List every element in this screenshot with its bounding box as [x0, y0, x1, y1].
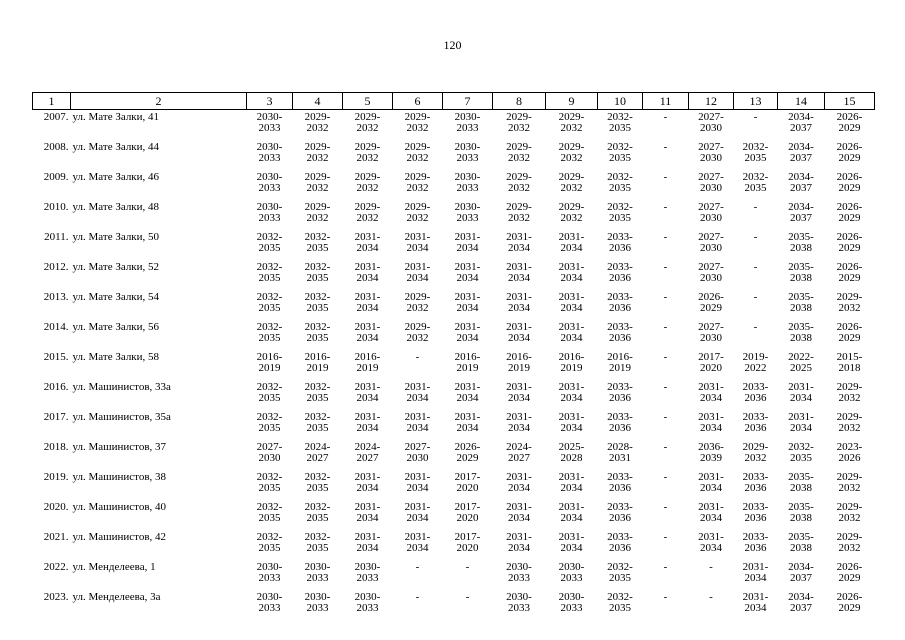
period-cell: 2029- 2032	[506, 141, 532, 164]
table-row	[33, 470, 875, 500]
column-header: 11	[643, 93, 689, 110]
address-cell: ул. Машинистов, 37	[72, 441, 167, 453]
period-cell: 2032- 2035	[304, 231, 331, 254]
period-cell: 2026- 2029	[836, 561, 863, 584]
period-cell: 2029- 2032	[304, 111, 331, 134]
period-cell: 2035- 2038	[788, 531, 814, 554]
period-cell: 2034- 2037	[788, 591, 814, 614]
address-cell: ул. Мате Залки, 44	[72, 141, 160, 153]
period-cell: 2033- 2036	[607, 381, 633, 404]
period-cell: -	[663, 501, 668, 513]
period-cell: 2032- 2035	[256, 321, 283, 344]
period-cell: 2032- 2035	[256, 231, 283, 254]
address-cell: ул. Машинистов, 33а	[72, 381, 171, 393]
address-cell: ул. Мате Залки, 52	[72, 261, 160, 273]
table-row	[33, 140, 875, 170]
period-cell: 2027- 2030	[698, 321, 724, 344]
period-cell: -	[663, 321, 668, 333]
row-number: 2011.	[44, 231, 69, 243]
period-cell: 2032- 2035	[304, 411, 331, 434]
period-cell: 2024- 2027	[354, 441, 381, 464]
period-cell: 2029- 2032	[354, 171, 381, 194]
period-cell: 2016- 2019	[304, 351, 331, 374]
period-cell: 2029- 2032	[506, 171, 532, 194]
address-cell: ул. Машинистов, 42	[72, 531, 167, 543]
period-cell: 2031- 2034	[404, 411, 431, 434]
period-cell: 2031- 2034	[404, 501, 431, 524]
period-cell: 2031- 2034	[404, 261, 431, 284]
address-cell: ул. Мате Залки, 50	[72, 231, 160, 243]
period-cell: 2029- 2032	[404, 141, 431, 164]
period-cell: 2032- 2035	[788, 441, 814, 464]
row-number: 2010.	[43, 201, 69, 213]
period-cell: 2031- 2034	[558, 231, 585, 254]
period-cell: -	[415, 561, 420, 573]
period-cell: 2031- 2034	[698, 471, 724, 494]
table-row	[33, 590, 875, 620]
address-cell: ул. Менделеева, 3а	[72, 591, 161, 603]
period-cell: 2030- 2033	[354, 561, 381, 584]
period-cell: 2035- 2038	[788, 471, 814, 494]
period-cell: 2027- 2030	[698, 141, 724, 164]
table-body	[33, 110, 875, 621]
period-cell: -	[663, 171, 668, 183]
column-header: 8	[493, 93, 546, 110]
period-cell: 2031- 2034	[558, 381, 585, 404]
period-cell: 2031- 2034	[698, 501, 724, 524]
period-cell: -	[753, 291, 758, 303]
period-cell: 2032- 2035	[607, 111, 633, 134]
period-cell: 2032- 2035	[607, 591, 633, 614]
period-cell: 2031- 2034	[788, 411, 814, 434]
period-cell: 2026- 2029	[698, 291, 724, 314]
row-number: 2018.	[43, 441, 69, 453]
period-cell: 2026- 2029	[836, 261, 863, 284]
address-cell: ул. Мате Залки, 48	[72, 201, 160, 213]
column-header: 12	[689, 93, 734, 110]
period-cell: 2032- 2035	[607, 171, 633, 194]
period-cell: 2031- 2034	[454, 381, 481, 404]
period-cell: -	[663, 201, 668, 213]
table-row	[33, 530, 875, 560]
period-cell: 2031- 2034	[698, 411, 724, 434]
period-cell: 2030- 2033	[558, 591, 585, 614]
period-cell: 2030- 2033	[256, 561, 283, 584]
period-cell: -	[753, 321, 758, 333]
period-cell: 2017- 2020	[454, 471, 481, 494]
table-row	[33, 560, 875, 590]
period-cell: 2029- 2032	[354, 141, 381, 164]
table-row	[33, 200, 875, 230]
period-cell: 2032- 2035	[304, 381, 331, 404]
period-cell: 2029- 2032	[404, 321, 431, 344]
period-cell: 2029- 2032	[558, 141, 585, 164]
period-cell: 2031- 2034	[404, 381, 431, 404]
period-cell: -	[663, 591, 668, 603]
period-cell: 2030- 2033	[256, 111, 283, 134]
column-header: 15	[825, 93, 875, 110]
period-cell: 2031- 2034	[558, 411, 585, 434]
period-cell: 2033- 2036	[607, 411, 633, 434]
period-cell: 2029- 2032	[404, 291, 431, 314]
period-cell: 2029- 2032	[836, 471, 863, 494]
period-cell: 2029- 2032	[404, 111, 431, 134]
period-cell: 2017- 2020	[454, 531, 481, 554]
period-cell: 2025- 2028	[558, 441, 585, 464]
period-cell: 2017- 2020	[698, 351, 724, 374]
period-cell: 2031- 2034	[558, 471, 585, 494]
address-cell: ул. Мате Залки, 41	[72, 111, 160, 123]
period-cell: 2031- 2034	[558, 321, 585, 344]
column-header: 7	[443, 93, 493, 110]
period-cell: 2030- 2033	[256, 591, 283, 614]
period-cell: 2029- 2032	[836, 411, 863, 434]
period-cell: 2032- 2035	[304, 291, 331, 314]
column-header: 9	[546, 93, 598, 110]
period-cell: 2019- 2022	[742, 351, 769, 374]
period-cell: 2032- 2035	[304, 321, 331, 344]
address-cell: ул. Машинистов, 40	[72, 501, 167, 513]
period-cell: 2026- 2029	[836, 321, 863, 344]
row-number: 2021.	[43, 531, 69, 543]
period-cell: 2031- 2034	[506, 501, 532, 524]
table-row	[33, 410, 875, 440]
period-cell: 2029- 2032	[304, 201, 331, 224]
period-cell: 2033- 2036	[742, 381, 769, 404]
period-cell: 2031- 2034	[404, 531, 431, 554]
period-cell: 2035- 2038	[788, 501, 814, 524]
address-cell: ул. Мате Залки, 56	[72, 321, 160, 333]
column-header: 4	[293, 93, 343, 110]
column-header: 2	[71, 93, 247, 110]
period-cell: 2031- 2034	[558, 531, 585, 554]
period-cell: 2031- 2034	[454, 231, 481, 254]
period-cell: -	[663, 261, 668, 273]
period-cell: 2029- 2032	[836, 531, 863, 554]
period-cell: 2031- 2034	[354, 231, 381, 254]
period-cell: 2032- 2035	[256, 531, 283, 554]
row-number: 2016.	[43, 381, 69, 393]
period-cell: 2032- 2035	[742, 171, 769, 194]
period-cell: 2031- 2034	[506, 531, 532, 554]
period-cell: 2032- 2035	[256, 381, 283, 404]
period-cell: 2031- 2034	[506, 381, 532, 404]
period-cell: 2032- 2035	[256, 261, 283, 284]
period-cell: 2024- 2027	[304, 441, 331, 464]
period-cell: 2031- 2034	[454, 411, 481, 434]
period-cell: 2029- 2032	[354, 111, 381, 134]
period-cell: 2026- 2029	[836, 591, 863, 614]
column-header: 6	[393, 93, 443, 110]
period-cell: -	[753, 111, 758, 123]
period-cell: 2027- 2030	[698, 201, 724, 224]
table-row	[33, 260, 875, 290]
period-cell: 2031- 2034	[404, 471, 431, 494]
address-cell: ул. Менделеева, 1	[72, 561, 156, 573]
row-number: 2008.	[43, 141, 69, 153]
period-cell: 2023- 2026	[836, 441, 863, 464]
period-cell: -	[663, 111, 668, 123]
period-cell: 2029- 2032	[304, 171, 331, 194]
header-row	[33, 93, 875, 110]
period-cell: 2033- 2036	[607, 501, 633, 524]
period-cell: 2031- 2034	[698, 531, 724, 554]
period-cell: 2036- 2039	[698, 441, 724, 464]
row-number: 2007.	[43, 111, 69, 123]
period-cell: -	[663, 531, 668, 543]
period-cell: 2031- 2034	[558, 501, 585, 524]
period-cell: 2022- 2025	[788, 351, 814, 374]
period-cell: 2015- 2018	[836, 351, 863, 374]
period-cell: 2035- 2038	[788, 321, 814, 344]
period-cell: 2029- 2032	[354, 201, 381, 224]
period-cell: 2029- 2032	[558, 201, 585, 224]
period-cell: 2030- 2033	[256, 171, 283, 194]
period-cell: 2031- 2034	[454, 291, 481, 314]
row-number: 2022.	[43, 561, 69, 573]
column-header: 13	[734, 93, 778, 110]
period-cell: 2016- 2019	[558, 351, 585, 374]
row-number: 2015.	[43, 351, 69, 363]
column-header: 5	[343, 93, 393, 110]
period-cell: 2030- 2033	[506, 561, 532, 584]
period-cell: 2031- 2034	[354, 411, 381, 434]
period-cell: 2029- 2032	[836, 291, 863, 314]
period-cell: 2024- 2027	[506, 441, 532, 464]
period-cell: 2030- 2033	[506, 591, 532, 614]
period-cell: 2031- 2034	[404, 231, 431, 254]
period-cell: -	[753, 261, 758, 273]
period-cell: -	[753, 201, 758, 213]
period-cell: 2029- 2032	[558, 111, 585, 134]
period-cell: 2029- 2032	[404, 201, 431, 224]
table-row	[33, 290, 875, 320]
period-cell: -	[663, 561, 668, 573]
address-cell: ул. Машинистов, 38	[72, 471, 167, 483]
period-cell: -	[663, 141, 668, 153]
period-cell: 2026- 2029	[836, 171, 863, 194]
period-cell: 2026- 2029	[836, 201, 863, 224]
period-cell: 2033- 2036	[607, 231, 633, 254]
period-cell: -	[709, 591, 713, 603]
period-cell: 2031- 2034	[788, 381, 814, 404]
period-cell: 2031- 2034	[698, 381, 724, 404]
period-cell: 2034- 2037	[788, 201, 814, 224]
period-cell: -	[663, 411, 668, 423]
table-row	[33, 170, 875, 200]
table-row	[33, 380, 875, 410]
period-cell: 2032- 2035	[304, 261, 331, 284]
period-cell: 2031- 2034	[354, 531, 381, 554]
period-cell: 2030- 2033	[304, 561, 331, 584]
period-cell: 2032- 2035	[256, 501, 283, 524]
period-cell: 2033- 2036	[607, 531, 633, 554]
table-row	[33, 500, 875, 530]
period-cell: 2030- 2033	[454, 111, 481, 134]
row-number: 2014.	[43, 321, 69, 333]
period-cell: -	[663, 231, 668, 243]
period-cell: 2033- 2036	[742, 531, 769, 554]
period-cell: 2033- 2036	[742, 411, 769, 434]
period-cell: 2029- 2032	[836, 381, 863, 404]
table-row	[33, 350, 875, 380]
period-cell: 2033- 2036	[742, 471, 769, 494]
row-number: 2023.	[43, 591, 69, 603]
period-cell: 2030- 2033	[454, 201, 481, 224]
period-cell: 2027- 2030	[698, 171, 724, 194]
period-cell: 2030- 2033	[256, 201, 283, 224]
row-number: 2017.	[43, 411, 69, 423]
period-cell: 2016- 2019	[256, 351, 283, 374]
period-cell: 2035- 2038	[788, 261, 814, 284]
period-cell: 2031- 2034	[354, 381, 381, 404]
period-cell: -	[465, 591, 470, 603]
period-cell: -	[415, 351, 420, 363]
period-cell: 2030- 2033	[454, 141, 481, 164]
period-cell: 2029- 2032	[304, 141, 331, 164]
address-cell: ул. Мате Залки, 58	[72, 351, 160, 363]
period-cell: 2032- 2035	[256, 471, 283, 494]
period-cell: 2029- 2032	[742, 441, 769, 464]
period-cell: 2032- 2035	[256, 411, 283, 434]
period-cell: -	[415, 591, 420, 603]
column-header: 1	[33, 93, 71, 110]
period-cell: 2032- 2035	[304, 531, 331, 554]
column-header: 10	[598, 93, 643, 110]
table-row	[33, 440, 875, 470]
period-cell: 2033- 2036	[607, 471, 633, 494]
period-cell: 2031- 2034	[506, 291, 532, 314]
address-cell: ул. Мате Залки, 54	[72, 291, 160, 303]
period-cell: 2026- 2029	[454, 441, 481, 464]
period-cell: 2030- 2033	[354, 591, 381, 614]
period-cell: 2031- 2034	[558, 261, 585, 284]
period-cell: 2034- 2037	[788, 561, 814, 584]
period-cell: -	[663, 471, 668, 483]
period-cell: 2027- 2030	[698, 111, 724, 134]
period-cell: 2033- 2036	[607, 321, 633, 344]
period-cell: 2016- 2019	[354, 351, 381, 374]
period-cell: -	[663, 441, 668, 453]
period-cell: 2030- 2033	[256, 141, 283, 164]
period-cell: 2032- 2035	[256, 291, 283, 314]
period-cell: -	[663, 381, 668, 393]
period-cell: 2031- 2034	[558, 291, 585, 314]
column-header: 3	[247, 93, 293, 110]
table-row	[33, 320, 875, 350]
column-header: 14	[778, 93, 825, 110]
period-cell: 2032- 2035	[304, 501, 331, 524]
period-cell: -	[465, 561, 470, 573]
period-cell: 2032- 2035	[607, 561, 633, 584]
period-cell: 2035- 2038	[788, 231, 814, 254]
period-cell: 2027- 2030	[698, 231, 724, 254]
period-cell: 2033- 2036	[742, 501, 769, 524]
period-cell: 2031- 2034	[506, 261, 532, 284]
period-cell: 2031- 2034	[742, 591, 769, 614]
period-cell: 2030- 2033	[558, 561, 585, 584]
period-cell: 2029- 2032	[836, 501, 863, 524]
period-cell: 2026- 2029	[836, 111, 863, 134]
period-cell: 2029- 2032	[506, 201, 532, 224]
period-cell: 2031- 2034	[454, 321, 481, 344]
period-cell: 2031- 2034	[506, 471, 532, 494]
period-cell: 2031- 2034	[354, 501, 381, 524]
period-cell: 2028- 2031	[607, 441, 633, 464]
period-cell: 2031- 2034	[354, 321, 381, 344]
row-number: 2009.	[43, 171, 69, 183]
period-cell: -	[663, 351, 668, 363]
period-cell: 2031- 2034	[506, 231, 532, 254]
period-cell: 2030- 2033	[304, 591, 331, 614]
period-cell: 2034- 2037	[788, 141, 814, 164]
period-cell: 2031- 2034	[354, 261, 381, 284]
period-cell: 2031- 2034	[506, 411, 532, 434]
page-number: 120	[443, 38, 462, 52]
period-cell: 2027- 2030	[404, 441, 431, 464]
period-cell: 2035- 2038	[788, 291, 814, 314]
period-cell: 2016- 2019	[607, 351, 633, 374]
period-cell: 2031- 2034	[354, 291, 381, 314]
period-cell: 2026- 2029	[836, 141, 863, 164]
table-row	[33, 110, 875, 141]
period-cell: 2033- 2036	[607, 261, 633, 284]
period-cell: 2031- 2034	[742, 561, 769, 584]
row-number: 2012.	[43, 261, 69, 273]
address-cell: ул. Мате Залки, 46	[72, 171, 160, 183]
period-cell: -	[709, 561, 713, 573]
period-cell: 2032- 2035	[607, 141, 633, 164]
period-cell: -	[753, 231, 758, 243]
period-cell: 2031- 2034	[506, 321, 532, 344]
period-cell: 2027- 2030	[698, 261, 724, 284]
period-cell: 2032- 2035	[742, 141, 769, 164]
period-cell: -	[663, 291, 668, 303]
period-cell: 2016- 2019	[506, 351, 532, 374]
period-cell: 2030- 2033	[454, 171, 481, 194]
period-cell: 2032- 2035	[607, 201, 633, 224]
row-number: 2019.	[43, 471, 69, 483]
period-cell: 2032- 2035	[304, 471, 331, 494]
period-cell: 2029- 2032	[558, 171, 585, 194]
row-number: 2013.	[43, 291, 69, 303]
period-cell: 2029- 2032	[404, 171, 431, 194]
period-cell: 2016- 2019	[454, 351, 481, 374]
period-cell: 2029- 2032	[506, 111, 532, 134]
period-cell: 2027- 2030	[256, 441, 283, 464]
address-cell: ул. Машинистов, 35а	[72, 411, 171, 423]
period-cell: 2034- 2037	[788, 111, 814, 134]
period-cell: 2034- 2037	[788, 171, 814, 194]
period-cell: 2017- 2020	[454, 501, 481, 524]
row-number: 2020.	[43, 501, 69, 513]
period-cell: 2031- 2034	[454, 261, 481, 284]
period-cell: 2031- 2034	[354, 471, 381, 494]
table-row	[33, 230, 875, 260]
period-cell: 2026- 2029	[836, 231, 863, 254]
period-cell: 2033- 2036	[607, 291, 633, 314]
schedule-table	[32, 92, 875, 620]
